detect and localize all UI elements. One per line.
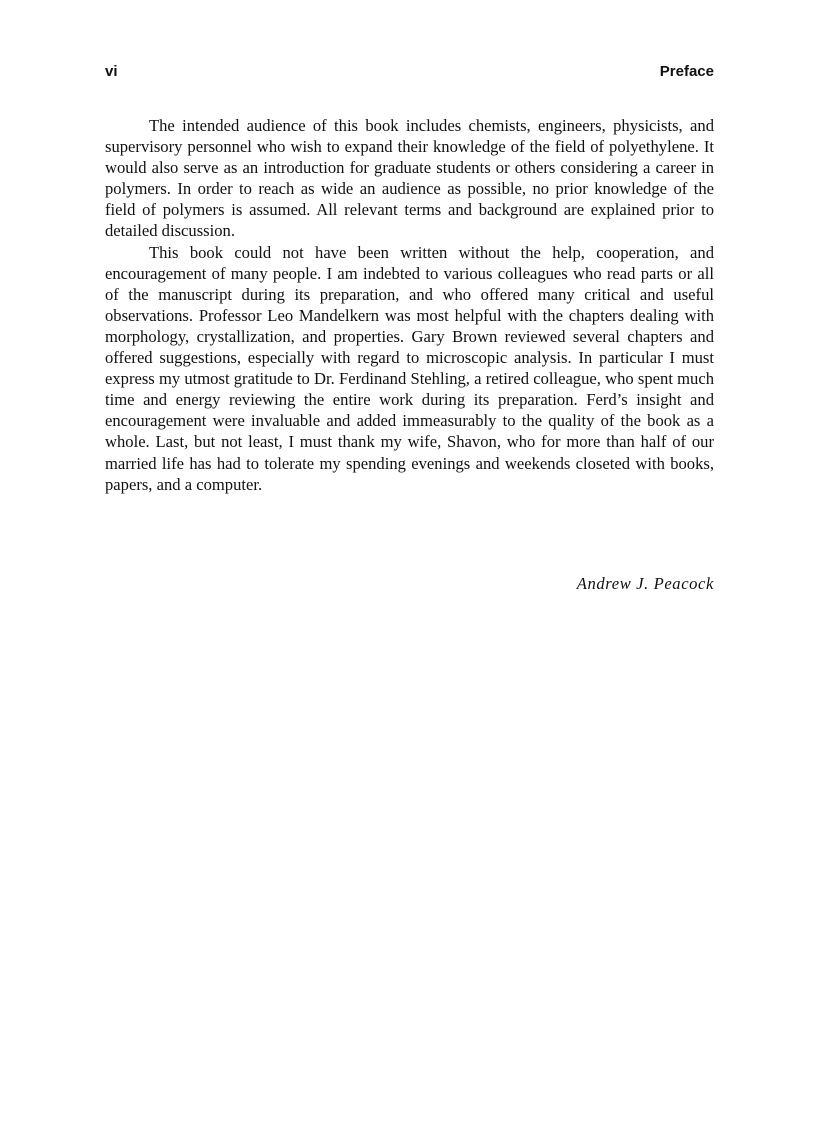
page-number: vi xyxy=(105,63,118,80)
section-title: Preface xyxy=(659,63,714,80)
paragraph-audience: The intended audience of this book includes chemists, engineers, physicists, and supervisory personnel who wish to expand their knowledge of the field of polyethylene. It would also serve as an introduction for graduate students or others considering a career in polymers. In order to reach as wide an audience as possible, no prior knowledge of the field of polymers is assumed. All relevant terms and background are explained prior to detailed discussion. xyxy=(105,116,714,241)
preface-body xyxy=(105,115,714,495)
author-signature: Andrew J. Peacock xyxy=(576,574,714,593)
running-head xyxy=(105,63,714,85)
paragraph-acknowledgements: This book could not have been written without the help, cooperation, and encouragement of many people. I am indebted to various colleagues who read parts or all of the manuscript during its preparation, and who offered many critical and useful observations. Professor Leo Mandelkern was most helpful with the chapters dealing with morphology, crystallization, and properties. Gary Brown reviewed several chapters and offered suggestions, especially with regard to microscopic analysis. In particular I must express my utmost gratitude to Dr. Ferdinand Stehling, a retired colleague, who spent much time and energy reviewing the entire work during its preparation. Ferd’s insight and encouragement were invaluable and added immeasurably to the quality of the book as a whole. Last, but not least, I must thank my wife, Shavon, who for more than half of our married life has had to tolerate my spending evenings and weekends closeted with books, papers, and a computer. xyxy=(105,242,714,494)
